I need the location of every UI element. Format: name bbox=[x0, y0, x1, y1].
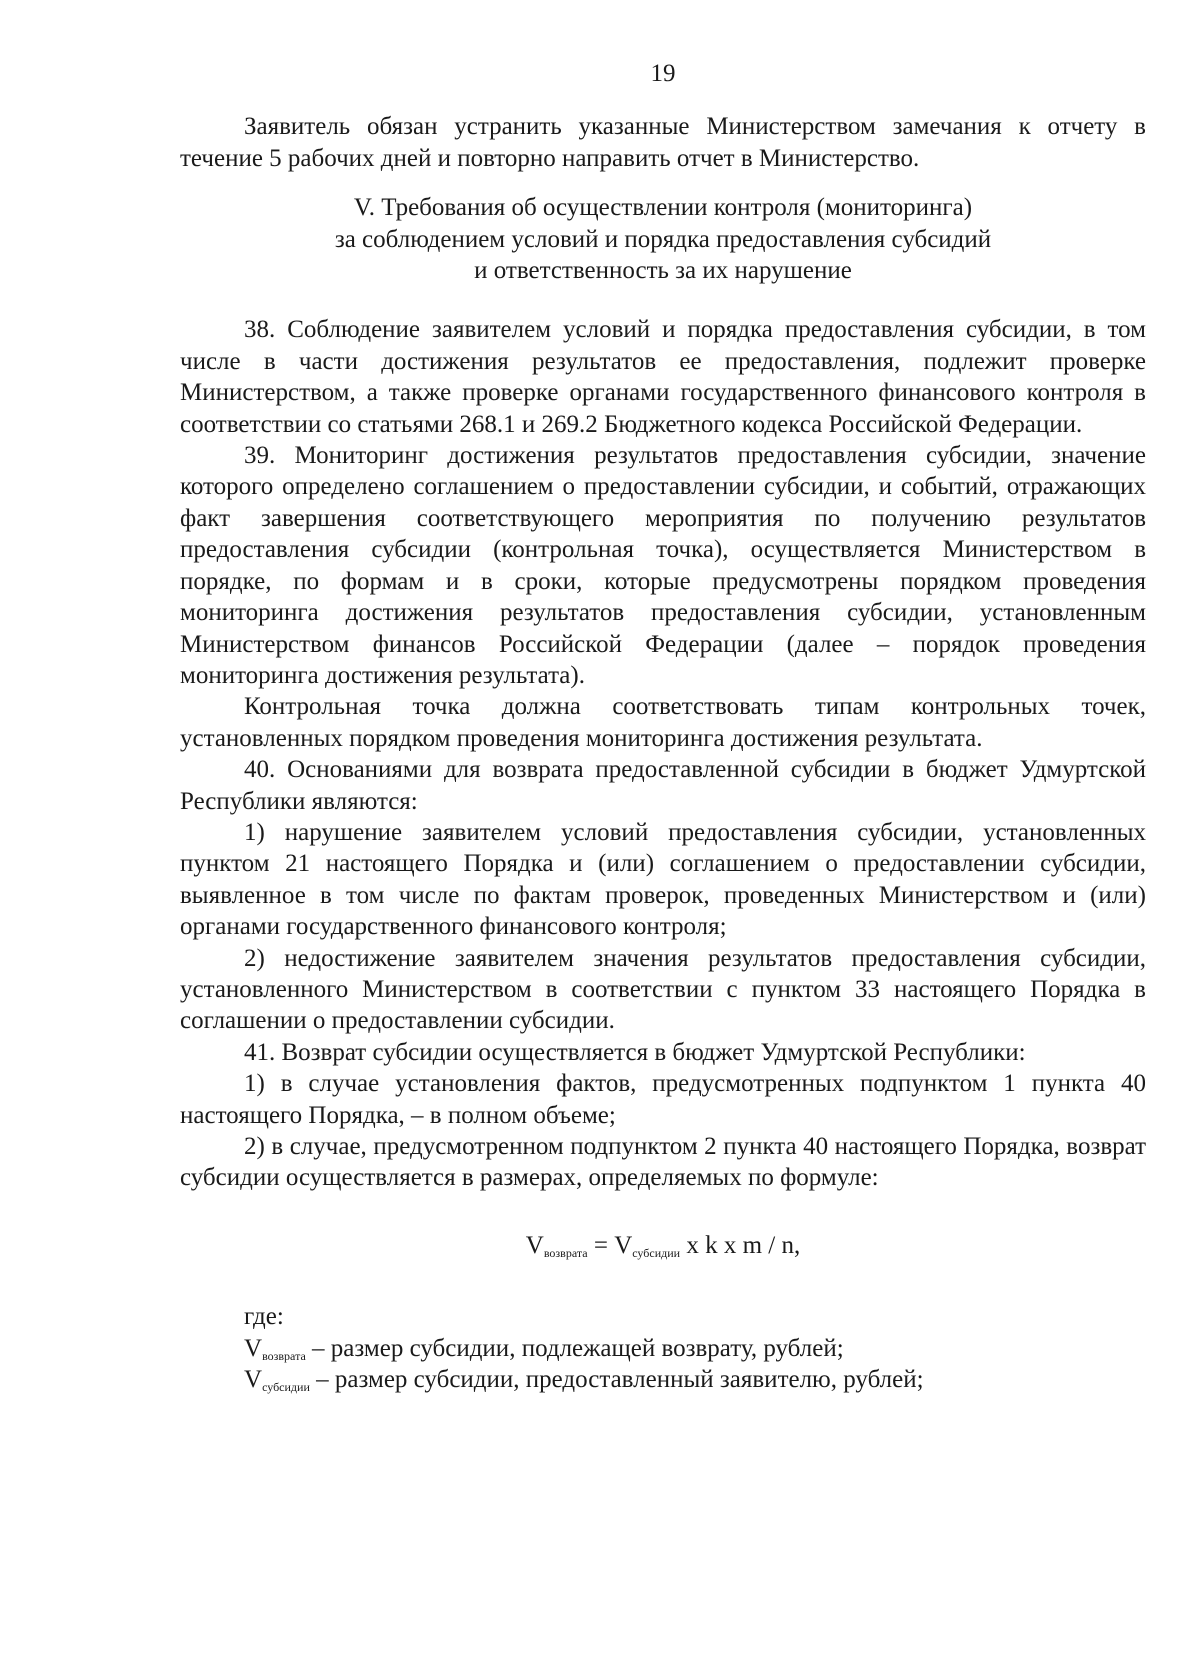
formula-lhs-subscript: возврата bbox=[543, 1245, 588, 1260]
paragraph-39: 39. Мониторинг достижения результатов предоставления субсидии, значение которого определено соглашением о предоставлении субсидии, и событий, отражающих факт завершения соответствующего мероприятия по получению результатов предоставления субсидии (контрольная точка), осуществляется Министерством в порядке, по формам и в сроки, которые предусмотрены порядком проведения мониторинга достижения результатов предоставления субсидии, установленным Министерством финансов Российской Федерации (далее – порядок проведения мониторинга достижения результата). bbox=[180, 442, 1146, 689]
formula-rhs-symbol: V bbox=[614, 1231, 633, 1259]
section-heading-line: за соблюдением условий и порядка предоставления субсидий bbox=[334, 225, 992, 253]
where-label: где: bbox=[244, 1303, 284, 1331]
section-heading-line: и ответственность за их нарушение bbox=[474, 257, 852, 285]
section-heading bbox=[180, 192, 1146, 286]
paragraph-control-point: Контрольная точка должна соответствовать типам контрольных точек, установленных порядком проведения мониторинга достижения результата. bbox=[180, 693, 1146, 752]
definition-text: – размер субсидии, предоставленный заявителю, рублей; bbox=[309, 1366, 924, 1394]
paragraph-41-item-1: 1) в случае установления фактов, предусмотренных подпунктом 1 пункта 40 настоящего Порядка, – в полном объеме; bbox=[180, 1070, 1146, 1129]
formula-equals: = bbox=[587, 1231, 615, 1259]
paragraph-40: 40. Основаниями для возврата предоставленной субсидии в бюджет Удмуртской Республики являются: bbox=[180, 756, 1146, 815]
definition-subscript: субсидии bbox=[262, 1380, 310, 1395]
definition-subscript: возврата bbox=[262, 1348, 306, 1363]
definition-symbol: V bbox=[244, 1366, 263, 1394]
intro-paragraph: Заявитель обязан устранить указанные Министерством замечания к отчету в течение 5 рабочих дней и повторно направить отчет в Министерство. bbox=[180, 113, 1146, 172]
page-number: 19 bbox=[650, 60, 676, 87]
paragraph-38: 38. Соблюдение заявителем условий и порядка предоставления субсидии, в том числе в части достижения результатов ее предоставления, подлежит проверке Министерством, а также проверке органами государственного финансового контроля в соответствии со статьями 268.1 и 269.2 Бюджетного кодекса Российской Федерации. bbox=[180, 316, 1146, 438]
paragraph-40-item-2: 2) недостижение заявителем значения результатов предоставления субсидии, установленного Министерством в соответствии с пунктом 33 настоящего Порядка в соглашении о предоставлении субсидии. bbox=[180, 944, 1146, 1035]
definition-symbol: V bbox=[244, 1334, 263, 1362]
section-heading-line: V. Требования об осуществлении контроля (мониторинга) bbox=[353, 194, 973, 222]
paragraph-41-item-2: 2) в случае, предусмотренном подпунктом 2 пункта 40 настоящего Порядка, возврат субсидии осуществляется в размерах, определяемых по формуле: bbox=[180, 1133, 1146, 1192]
definition-text: – размер субсидии, подлежащей возврату, рублей; bbox=[305, 1334, 844, 1362]
definition-v-subsidy bbox=[180, 1364, 1146, 1395]
paragraph-41: 41. Возврат субсидии осуществляется в бюджет Удмуртской Республики: bbox=[244, 1038, 1026, 1066]
formula-lhs-symbol: V bbox=[525, 1231, 544, 1259]
formula-rhs-subscript: субсидии bbox=[632, 1245, 681, 1260]
refund-formula bbox=[180, 1230, 1146, 1261]
definition-v-refund bbox=[180, 1333, 1146, 1364]
formula-definitions bbox=[180, 1301, 1146, 1395]
formula-rhs-rest: x k x m / n, bbox=[680, 1231, 801, 1259]
paragraph-40-item-1: 1) нарушение заявителем условий предоставления субсидии, установленных пунктом 21 настоящего Порядка и (или) соглашением о предоставлении субсидии, выявленное в том числе по фактам проверок, проведенных Министерством и (или) органами государственного финансового контроля; bbox=[180, 818, 1146, 941]
